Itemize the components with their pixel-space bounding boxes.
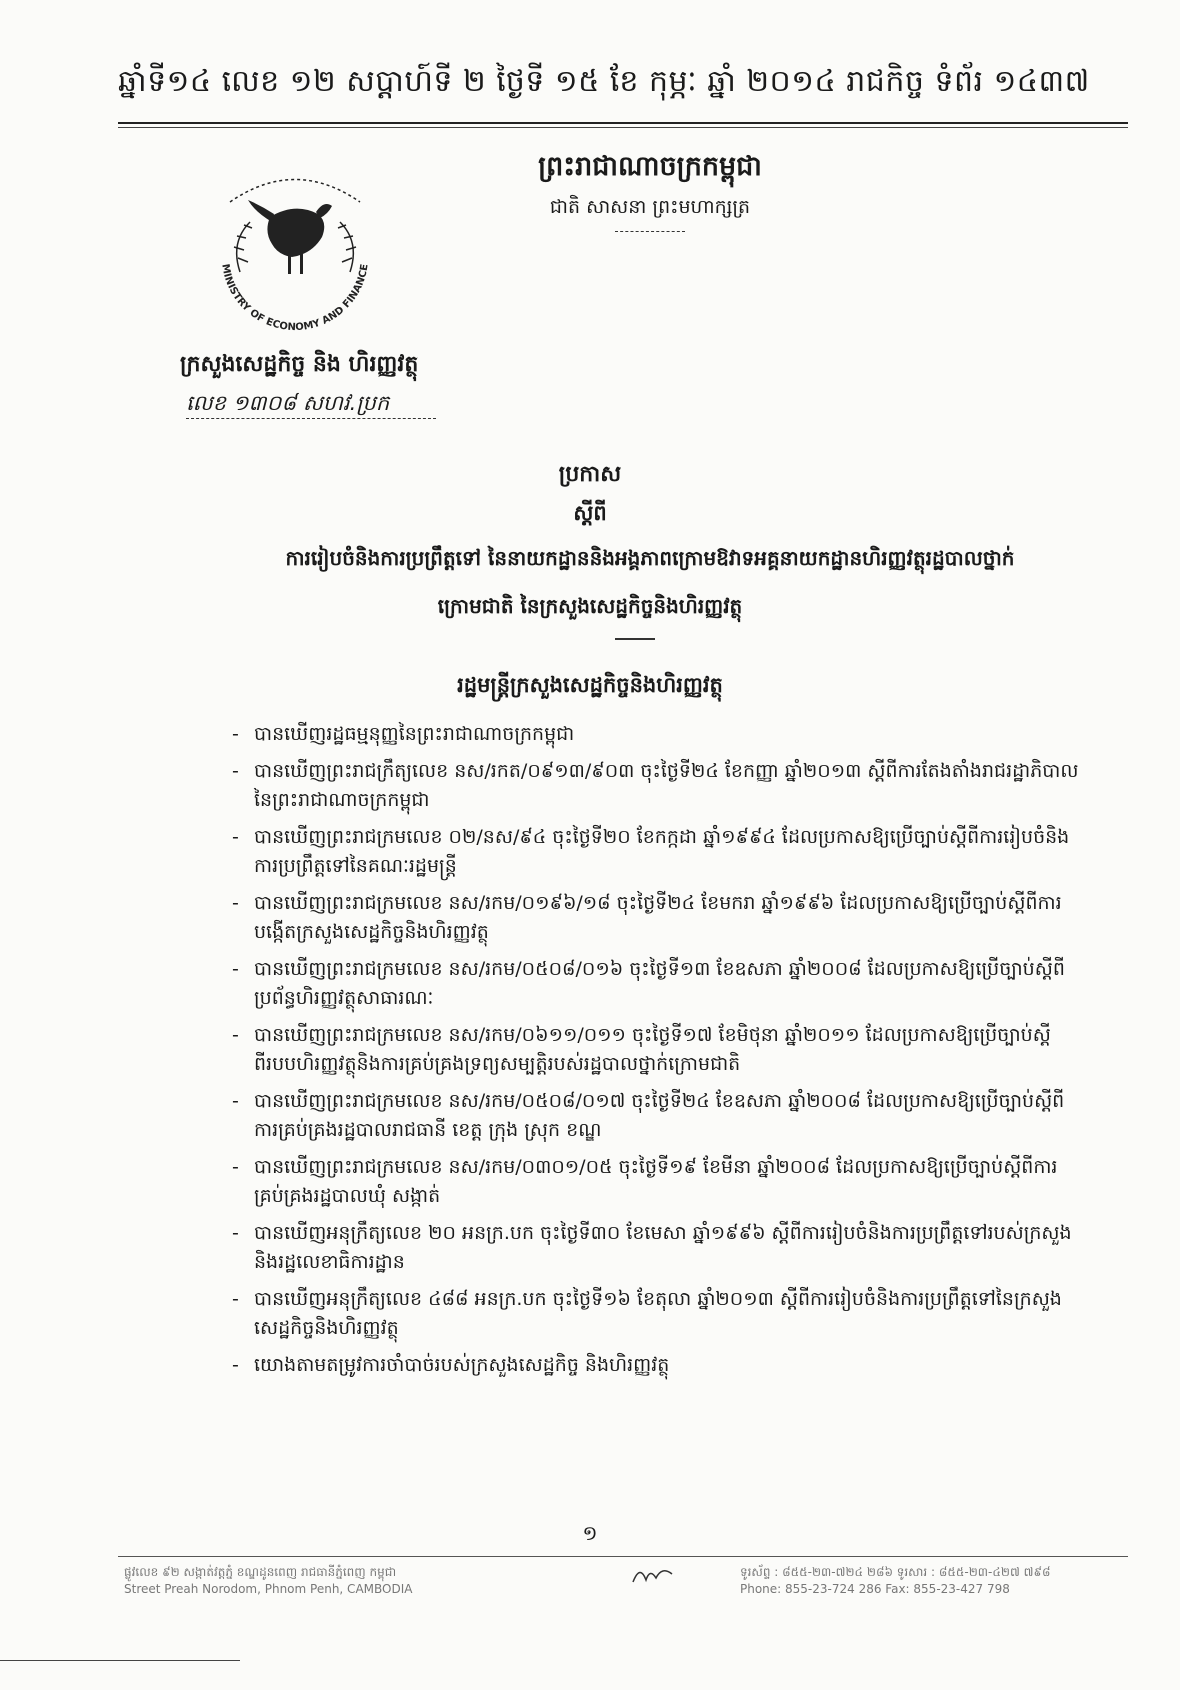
seal-text: MINISTRY OF ECONOMY AND FINANCE [219, 263, 371, 332]
list-item [232, 1153, 1082, 1211]
clause-text: បានឃើញព្រះរាជក្រមលេខ នស/រកម/០៣០១/០៥ ចុះថ្ងៃទី១៩ ខែមីនា ឆ្នាំ២០០៨ ដែលប្រកាសឱ្យប្រើច្បាប់ស្តីពីការគ្រប់គ្រងរដ្ឋបាលឃុំ សង្កាត់ [254, 1156, 1058, 1207]
initials-signature-icon [628, 1560, 678, 1590]
list-item [232, 1351, 1082, 1380]
list-item [232, 955, 1082, 1013]
clause-text: បានឃើញព្រះរាជក្រឹត្យលេខ នស/រកត/០៩១៣/៩០៣ ចុះថ្ងៃទី២៤ ខែកញ្ញា ឆ្នាំ២០១៣ ស្តីពីការតែងតាំងរាជរដ្ឋាភិបាលនៃព្រះរាជាណាចក្រកម្ពុជា [254, 760, 1079, 811]
legal-basis-list [232, 720, 1082, 1388]
bullet-dash: - [232, 1222, 239, 1244]
ministry-seal-icon [200, 162, 390, 332]
bullet-dash: - [232, 1156, 239, 1178]
header-rule-thin [118, 127, 1128, 128]
footer-rule [118, 1556, 1128, 1557]
clause-text: បានឃើញព្រះរាជក្រមលេខ នស/រកម/០៥០៨/០១៧ ចុះថ្ងៃទី២៤ ខែឧសភា ឆ្នាំ២០០៨ ដែលប្រកាសឱ្យប្រើច្បាប់ស្តីពីការគ្រប់គ្រងរដ្ឋបាលរាជធានី ខេត្ត ក្រុង ស្រុក ខណ្ឌ [254, 1090, 1065, 1141]
bullet-dash: - [232, 1288, 239, 1310]
list-item [232, 823, 1082, 881]
subject-line-2: ក្រោមជាតិ នៃក្រសួងសេដ្ឋកិច្ចនិងហិរញ្ញវត្ថុ [437, 594, 743, 618]
footer-contact-english: Phone: 855-23-724 286 Fax: 855-23-427 798 [740, 1582, 1010, 1596]
list-item [232, 757, 1082, 815]
list-item [232, 889, 1082, 947]
header-rule [118, 122, 1128, 124]
footer-contact [740, 1564, 1130, 1598]
kingdom-block [500, 150, 800, 232]
list-item [232, 720, 1082, 749]
ornament-divider [615, 231, 685, 232]
clause-text: បានឃើញព្រះរាជក្រមលេខ នស/រកម/០៦១១/០១១ ចុះថ្ងៃទី១៧ ខែមិថុនា ឆ្នាំ២០១១ ដែលប្រកាសឱ្យប្រើច្បាប់ស្តីពីរបបហិរញ្ញវត្ថុនិងការគ្រប់គ្រងទ្រព្យសម្បត្តិរបស់រដ្ឋបាលថ្នាក់ក្រោមជាតិ [254, 1024, 1051, 1075]
clause-text: បានឃើញព្រះរាជក្រមលេខ នស/រកម/០៥០៨/០១៦ ចុះថ្ងៃទី១៣ ខែឧសភា ឆ្នាំ២០០៨ ដែលប្រកាសឱ្យប្រើច្បាប់ស្តីពីប្រព័ន្ធហិរញ្ញវត្ថុសាធារណៈ [254, 958, 1065, 1009]
footer-address-english: Street Preah Norodom, Phnom Penh, CAMBODIA [124, 1582, 413, 1596]
footer-address-khmer: ផ្លូវលេខ ៩២ សង្កាត់វត្តភ្នំ ខណ្ឌដូនពេញ រាជធានីភ្នំពេញ កម្ពុជា [124, 1565, 397, 1579]
bottom-rule [0, 1660, 240, 1661]
footer-contact-khmer: ទូរស័ព្ទ : ៨៥៥-២៣-៧២៤ ២៨៦ ទូរសារ : ៨៥៥-២៣-៤២៧ ៧៩៨ [740, 1565, 1051, 1579]
list-item [232, 1087, 1082, 1145]
clause-text: បានឃើញអនុក្រឹត្យលេខ ២០ អនក្រ.បក ចុះថ្ងៃទី៣០ ខែមេសា ឆ្នាំ១៩៩៦ ស្តីពីការរៀបចំនិងការប្រព្រឹត្តទៅរបស់ក្រសួងនិងរដ្ឋលេខាធិការដ្ឋាន [254, 1222, 1072, 1273]
reference-number: លេខ ១៣០៨ សហវ.ប្រក [186, 391, 390, 415]
clause-text: យោងតាមតម្រូវការចាំបាច់របស់ក្រសួងសេដ្ឋកិច្ច និងហិរញ្ញវត្ថុ [254, 1354, 670, 1376]
clause-text: បានឃើញអនុក្រឹត្យលេខ ៤៨៨ អនក្រ.បក ចុះថ្ងៃទី១៦ ខែតុលា ឆ្នាំ២០១៣ ស្តីពីការរៀបចំនិងការប្រព្រឹត្តទៅនៃក្រសួងសេដ្ឋកិច្ចនិងហិរញ្ញវត្ថុ [254, 1288, 1062, 1339]
footer-address [124, 1564, 524, 1598]
clause-text: បានឃើញព្រះរាជក្រមលេខ នស/រកម/០១៩៦/១៨ ចុះថ្ងៃទី២៤ ខែមករា ឆ្នាំ១៩៩៦ ដែលប្រកាសឱ្យប្រើច្បាប់ស្តីពីការបង្កើតក្រសួងសេដ្ឋកិច្ចនិងហិរញ្ញវត្ថុ [254, 892, 1062, 943]
list-item [232, 1219, 1082, 1277]
list-item [232, 1021, 1082, 1079]
bullet-dash: - [232, 958, 239, 980]
subject-line-1: ការរៀបចំនិងការប្រព្រឹត្តទៅ នៃនាយកដ្ឋាននិងអង្គភាពក្រោមឱវាទអគ្គនាយកដ្ឋានហិរញ្ញវត្ថុរដ្ឋបាលថ្នាក់ [285, 546, 1015, 570]
list-item [232, 1285, 1082, 1343]
ministry-name: ក្រសួងសេដ្ឋកិច្ច និង ហិរញ្ញវត្ថុ [180, 352, 419, 377]
bullet-dash: - [232, 892, 239, 914]
seal-top-arc [230, 180, 360, 203]
bullet-dash: - [232, 760, 239, 782]
bullet-dash: - [232, 723, 239, 745]
reference-underline [186, 418, 436, 419]
svg-text:MINISTRY OF ECONOMY AND FINANC [219, 263, 370, 332]
bullet-dash: - [232, 826, 239, 848]
page-number: ១ [582, 1521, 598, 1545]
laurel-right [340, 222, 353, 272]
kingdom-title: ព្រះរាជាណាចក្រកម្ពុជា [538, 151, 762, 182]
laurel-left [237, 222, 250, 272]
bullet-dash: - [232, 1354, 239, 1376]
clause-text: បានឃើញរដ្ឋធម្មនុញ្ញនៃព្រះរាជាណាចក្រកម្ពុជា [254, 723, 575, 745]
bullet-dash: - [232, 1090, 239, 1112]
bird-emblem [248, 200, 332, 274]
clause-text: បានឃើញព្រះរាជក្រមលេខ ០២/នស/៩៤ ចុះថ្ងៃទី២០ ខែកក្កដា ឆ្នាំ១៩៩៤ ដែលប្រកាសឱ្យប្រើច្បាប់ស្តីពីការរៀបចំនិងការប្រព្រឹត្តទៅនៃគណៈរដ្ឋមន្ត្រី [254, 826, 1070, 877]
bullet-dash: - [232, 1024, 239, 1046]
gazette-header: ឆ្នាំទី១៤ លេខ ១២ សប្តាហ៍ទី ២ ថ្ងៃទី ១៥ ខែ កុម្ភៈ ឆ្នាំ ២០១៤ រាជកិច្ច ទំព័រ ១៤៣៧ [118, 64, 1090, 99]
minister-heading: រដ្ឋមន្ត្រីក្រសួងសេដ្ឋកិច្ចនិងហិរញ្ញវត្ថុ [457, 673, 723, 697]
national-motto: ជាតិ សាសនា ព្រះមហាក្សត្រ [549, 196, 751, 218]
document-about: ស្តីពី [573, 501, 607, 525]
document-type: ប្រកាស [558, 462, 622, 487]
ornament-divider-mid [615, 638, 655, 640]
